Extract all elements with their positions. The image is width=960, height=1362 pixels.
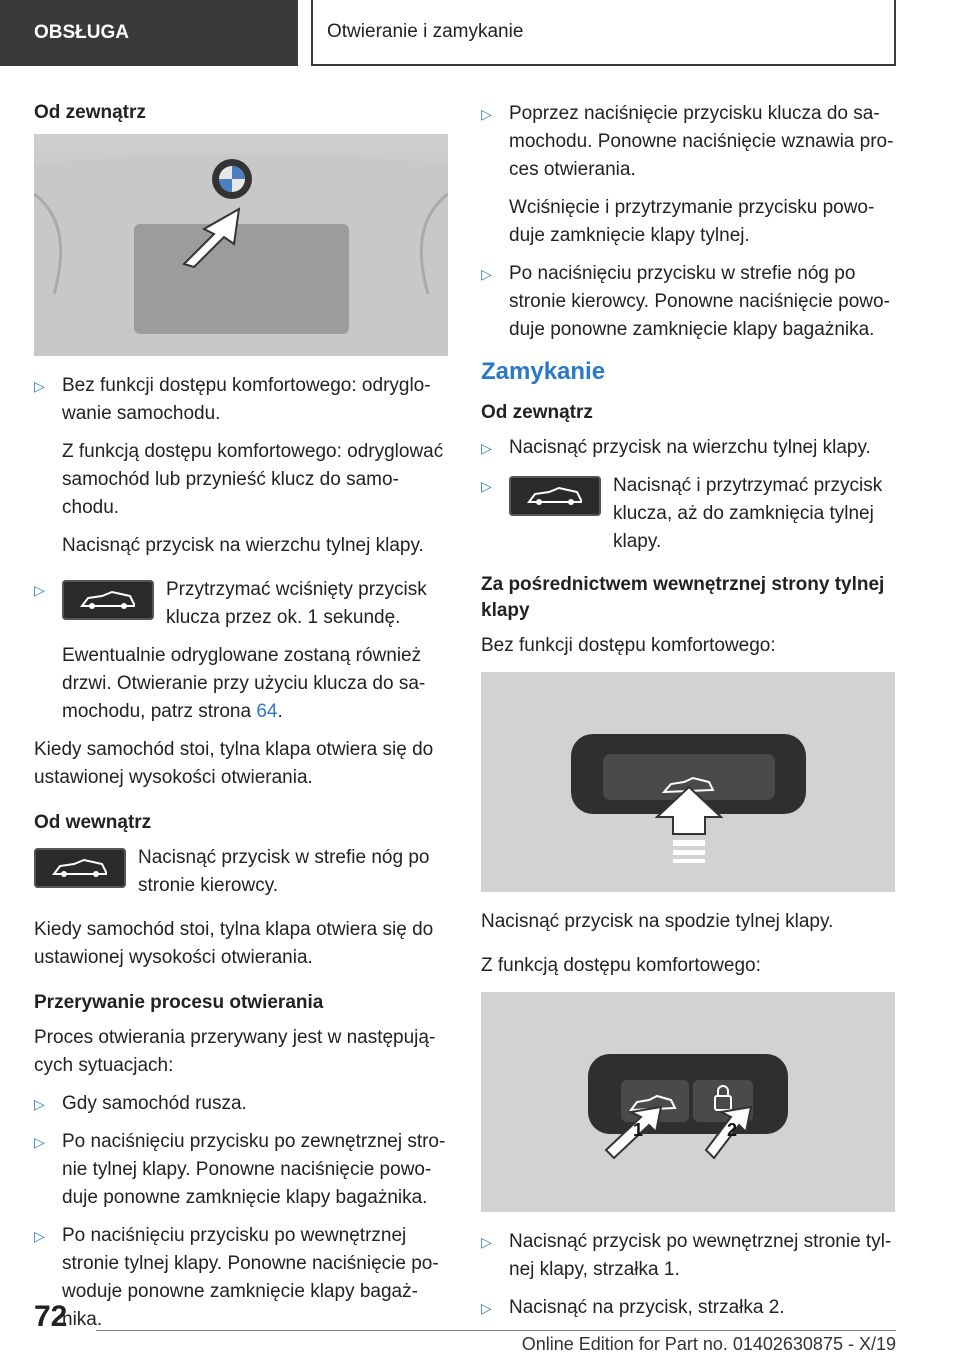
bullet-triangle-icon: ▷ xyxy=(481,1300,492,1316)
paragraph-text: Ewentualnie odryglowane zostaną również drzwi. Otwieranie przy użyciu klucza do samochodu, patrz strona xyxy=(62,645,426,722)
tailgate-button-photo xyxy=(481,672,895,892)
list-item xyxy=(481,1228,896,1284)
paragraph: Nacisnąć przycisk na spodzie tylnej klapy. xyxy=(481,911,834,932)
tailgate-illustration xyxy=(34,134,448,356)
bullet-text: Przytrzymać wciśnięty przycisk klucza przez ok. 1 sekundę. xyxy=(166,579,427,628)
bullet-text: Po naciśnięciu przycisku po wewnętrznej stronie tylnej klapy. Ponowne naciśnięcie powoduje ponowne zamknięcie klapy bagażnika. xyxy=(62,1225,439,1330)
list-item xyxy=(481,472,896,556)
arrow-label-2: 2 xyxy=(727,1120,738,1140)
two-buttons-illustration xyxy=(481,992,895,1212)
list-item xyxy=(481,434,896,462)
car-tailgate-button-icon xyxy=(34,848,126,888)
list-item xyxy=(34,372,448,428)
paragraph: Bez funkcji dostępu komfortowego: xyxy=(481,635,776,656)
tailgate-photo xyxy=(34,134,448,356)
bullet-text: Bez funkcji dostępu komfortowego: odryglowanie samochodu. xyxy=(62,375,431,424)
bullet-triangle-icon: ▷ xyxy=(34,1134,45,1150)
list-item xyxy=(481,1294,896,1322)
heading-outside: Od zewnątrz xyxy=(481,402,593,423)
chapter-title: Otwieranie i zamykanie xyxy=(327,21,524,42)
bullet-text: Nacisnąć przycisk na wierzchu tylnej klapy. xyxy=(509,437,871,458)
bullet-text: Nacisnąć na przycisk, strzałka 2. xyxy=(509,1297,785,1318)
list-item xyxy=(34,1128,448,1212)
footer-divider xyxy=(96,1330,896,1331)
bullet-triangle-icon: ▷ xyxy=(34,1228,45,1244)
heading-inner-side: Za pośrednictwem wewnętrznej strony tylnej klapy xyxy=(481,574,885,621)
paragraph: Z funkcją dostępu komfortowego: odryglować samochód lub przynieść klucz do samochodu. xyxy=(62,441,444,518)
paragraph: Kiedy samochód stoi, tylna klapa otwiera się do ustawionej wysokości otwierania. xyxy=(34,739,434,788)
chapter-header xyxy=(311,0,896,66)
car-tailgate-button-icon xyxy=(509,476,601,516)
list-item xyxy=(481,100,896,184)
left-column xyxy=(34,100,448,1344)
bullet-text: Poprzez naciśnięcie przycisku klucza do samochodu. Ponowne naciśnięcie wznawia proces otwierania. xyxy=(509,103,894,180)
list-item xyxy=(481,260,896,344)
paragraph: Nacisnąć przycisk na wierzchu tylnej klapy. xyxy=(62,535,424,556)
heading-inside: Od wewnątrz xyxy=(34,812,152,833)
list-item xyxy=(34,1222,448,1334)
footer-edition: Online Edition for Part no. 01402630875 - X/19 xyxy=(521,1334,896,1354)
arrow-label-1: 1 xyxy=(633,1120,644,1140)
car-tailgate-button-icon xyxy=(62,580,154,620)
section-title: OBSŁUGA xyxy=(34,22,129,43)
page-link[interactable]: 64 xyxy=(256,701,278,722)
paragraph: Wciśnięcie i przytrzymanie przycisku powoduje zamknięcie klapy tylnej. xyxy=(509,197,875,246)
paragraph xyxy=(34,642,448,726)
paragraph: Proces otwierania przerywany jest w następujących sytuacjach: xyxy=(34,1027,436,1076)
list-item xyxy=(34,1090,448,1118)
bullet-text: Po naciśnięciu przycisku po zewnętrznej stronie tylnej klapy. Ponowne naciśnięcie powoduje ponowne zamknięcie klapy bagażnika. xyxy=(62,1131,446,1208)
list-item xyxy=(34,576,448,632)
section-tab xyxy=(0,0,298,66)
paragraph-text: . xyxy=(277,701,283,722)
heading-outside: Od zewnątrz xyxy=(34,102,146,123)
bullet-triangle-icon: ▷ xyxy=(481,478,492,494)
bullet-text: Nacisnąć i przytrzymać przycisk klucza, aż do zamknięcia tylnej klapy. xyxy=(613,475,883,552)
single-button-illustration xyxy=(481,672,895,892)
bullet-triangle-icon: ▷ xyxy=(34,378,45,394)
instruction-text: Nacisnąć przycisk w strefie nóg po stronie kierowcy. xyxy=(138,847,430,896)
paragraph: Z funkcją dostępu komfortowego: xyxy=(481,955,761,976)
bullet-triangle-icon: ▷ xyxy=(481,266,492,282)
paragraph: Kiedy samochód stoi, tylna klapa otwiera się do ustawionej wysokości otwierania. xyxy=(34,919,434,968)
tailgate-two-buttons-photo xyxy=(481,992,895,1212)
bullet-triangle-icon: ▷ xyxy=(34,1096,45,1112)
bullet-triangle-icon: ▷ xyxy=(481,1234,492,1250)
inside-instruction xyxy=(34,844,448,900)
bullet-text: Nacisnąć przycisk po wewnętrznej stronie tylnej klapy, strzałka 1. xyxy=(509,1231,892,1280)
bullet-triangle-icon: ▷ xyxy=(481,440,492,456)
right-column xyxy=(481,100,896,1332)
page-number: 72 xyxy=(34,1300,68,1333)
bullet-triangle-icon: ▷ xyxy=(481,106,492,122)
bullet-triangle-icon: ▷ xyxy=(34,582,45,598)
bullet-text: Gdy samochód rusza. xyxy=(62,1093,247,1114)
heading-closing: Zamykanie xyxy=(481,358,606,385)
heading-interrupt: Przerywanie procesu otwierania xyxy=(34,992,324,1013)
bullet-text: Po naciśnięciu przycisku w strefie nóg po stronie kierowcy. Ponowne naciśnięcie powoduje ponowne zamknięcie klapy bagażnika. xyxy=(509,263,890,340)
